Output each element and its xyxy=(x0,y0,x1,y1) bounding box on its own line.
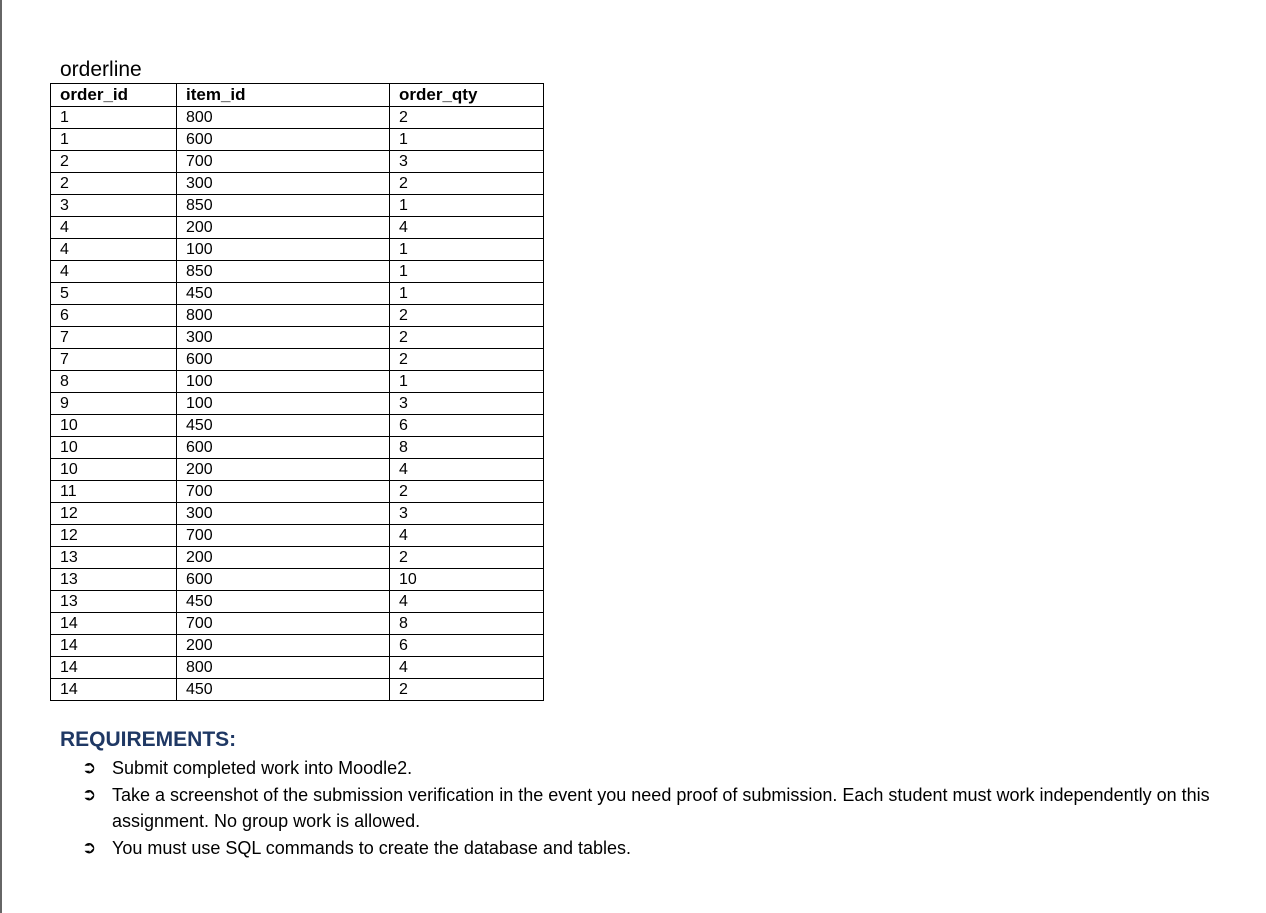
table-row xyxy=(51,129,544,151)
table-row xyxy=(51,569,544,591)
table-row xyxy=(51,305,544,327)
cell-order-qty: 4 xyxy=(390,591,544,613)
cell-item-id: 600 xyxy=(177,349,390,371)
cell-order-qty: 6 xyxy=(390,635,544,657)
requirement-text: Submit completed work into Moodle2. xyxy=(112,758,413,778)
cell-order-qty: 8 xyxy=(390,613,544,635)
requirement-item xyxy=(82,835,1210,861)
requirements-section xyxy=(60,728,1210,862)
cell-order-id: 14 xyxy=(51,613,177,635)
cell-order-id: 1 xyxy=(51,129,177,151)
cell-order-id: 8 xyxy=(51,371,177,393)
cell-item-id: 450 xyxy=(177,283,390,305)
cell-order-id: 5 xyxy=(51,283,177,305)
cell-order-qty: 2 xyxy=(390,349,544,371)
requirement-text: Take a screenshot of the submission verification in the event you need proof of submission. Each student must work independently on this assignment. No group work is allowed. xyxy=(112,785,1210,831)
requirement-text: You must use SQL commands to create the database and tables. xyxy=(112,838,631,858)
arrow-bullet-icon: ➲ xyxy=(82,838,97,857)
cell-order-id: 14 xyxy=(51,679,177,701)
table-row xyxy=(51,195,544,217)
cell-order-id: 9 xyxy=(51,393,177,415)
cell-order-qty: 4 xyxy=(390,525,544,547)
cell-order-id: 14 xyxy=(51,657,177,679)
cell-order-qty: 8 xyxy=(390,437,544,459)
cell-order-id: 10 xyxy=(51,415,177,437)
cell-order-id: 6 xyxy=(51,305,177,327)
cell-order-qty: 2 xyxy=(390,547,544,569)
cell-item-id: 300 xyxy=(177,327,390,349)
table-row xyxy=(51,525,544,547)
cell-order-id: 2 xyxy=(51,173,177,195)
cell-item-id: 800 xyxy=(177,657,390,679)
cell-order-qty: 6 xyxy=(390,415,544,437)
cell-item-id: 850 xyxy=(177,195,390,217)
table-row xyxy=(51,503,544,525)
table-row xyxy=(51,393,544,415)
cell-item-id: 700 xyxy=(177,525,390,547)
table-row xyxy=(51,261,544,283)
table-row xyxy=(51,679,544,701)
table-row xyxy=(51,239,544,261)
cell-order-id: 7 xyxy=(51,327,177,349)
cell-item-id: 200 xyxy=(177,547,390,569)
cell-order-qty: 1 xyxy=(390,195,544,217)
cell-order-qty: 1 xyxy=(390,283,544,305)
table-row xyxy=(51,151,544,173)
table-header-row xyxy=(51,84,544,107)
cell-order-id: 4 xyxy=(51,217,177,239)
table-body xyxy=(51,107,544,701)
arrow-bullet-icon: ➲ xyxy=(82,758,97,777)
cell-order-id: 11 xyxy=(51,481,177,503)
cell-order-id: 13 xyxy=(51,591,177,613)
cell-item-id: 300 xyxy=(177,173,390,195)
cell-item-id: 100 xyxy=(177,371,390,393)
cell-order-qty: 3 xyxy=(390,393,544,415)
cell-order-qty: 3 xyxy=(390,151,544,173)
requirements-list xyxy=(60,755,1210,861)
table-row xyxy=(51,547,544,569)
column-header-item-id: item_id xyxy=(177,84,390,107)
cell-order-id: 7 xyxy=(51,349,177,371)
page-edge-border xyxy=(0,0,2,913)
cell-order-qty: 1 xyxy=(390,239,544,261)
cell-order-id: 12 xyxy=(51,525,177,547)
cell-item-id: 450 xyxy=(177,679,390,701)
cell-item-id: 450 xyxy=(177,591,390,613)
table-row xyxy=(51,173,544,195)
cell-order-qty: 10 xyxy=(390,569,544,591)
cell-item-id: 600 xyxy=(177,437,390,459)
cell-item-id: 700 xyxy=(177,151,390,173)
cell-order-qty: 4 xyxy=(390,657,544,679)
cell-order-qty: 2 xyxy=(390,481,544,503)
cell-item-id: 200 xyxy=(177,635,390,657)
requirement-item xyxy=(82,755,1210,781)
cell-order-id: 10 xyxy=(51,459,177,481)
table-row xyxy=(51,415,544,437)
cell-order-id: 2 xyxy=(51,151,177,173)
column-header-order-id: order_id xyxy=(51,84,177,107)
table-row xyxy=(51,437,544,459)
table-row xyxy=(51,371,544,393)
cell-item-id: 300 xyxy=(177,503,390,525)
requirement-item xyxy=(82,782,1210,834)
orderline-table xyxy=(50,83,544,701)
cell-order-id: 4 xyxy=(51,239,177,261)
cell-order-qty: 2 xyxy=(390,107,544,129)
cell-item-id: 700 xyxy=(177,613,390,635)
requirements-heading: REQUIREMENTS: xyxy=(60,728,237,751)
table-row xyxy=(51,107,544,129)
cell-order-id: 14 xyxy=(51,635,177,657)
cell-order-id: 3 xyxy=(51,195,177,217)
cell-item-id: 700 xyxy=(177,481,390,503)
cell-order-id: 12 xyxy=(51,503,177,525)
cell-order-qty: 2 xyxy=(390,679,544,701)
cell-order-qty: 2 xyxy=(390,173,544,195)
cell-order-qty: 2 xyxy=(390,305,544,327)
table-row xyxy=(51,283,544,305)
cell-item-id: 100 xyxy=(177,393,390,415)
cell-item-id: 200 xyxy=(177,459,390,481)
table-row xyxy=(51,217,544,239)
table-row xyxy=(51,635,544,657)
cell-order-qty: 4 xyxy=(390,217,544,239)
cell-order-qty: 2 xyxy=(390,327,544,349)
table-row xyxy=(51,591,544,613)
column-header-order-qty: order_qty xyxy=(390,84,544,107)
cell-item-id: 800 xyxy=(177,107,390,129)
cell-order-qty: 1 xyxy=(390,129,544,151)
arrow-bullet-icon: ➲ xyxy=(82,785,97,804)
cell-order-qty: 1 xyxy=(390,371,544,393)
cell-item-id: 850 xyxy=(177,261,390,283)
table-row xyxy=(51,481,544,503)
cell-order-qty: 3 xyxy=(390,503,544,525)
table-row xyxy=(51,613,544,635)
cell-item-id: 600 xyxy=(177,129,390,151)
table-row xyxy=(51,349,544,371)
cell-order-qty: 1 xyxy=(390,261,544,283)
table-row xyxy=(51,459,544,481)
cell-item-id: 600 xyxy=(177,569,390,591)
cell-order-id: 13 xyxy=(51,547,177,569)
cell-item-id: 800 xyxy=(177,305,390,327)
cell-order-id: 1 xyxy=(51,107,177,129)
cell-order-id: 13 xyxy=(51,569,177,591)
cell-item-id: 100 xyxy=(177,239,390,261)
cell-order-id: 10 xyxy=(51,437,177,459)
table-row xyxy=(51,327,544,349)
table-row xyxy=(51,657,544,679)
table-title: orderline xyxy=(60,58,142,81)
cell-order-qty: 4 xyxy=(390,459,544,481)
cell-order-id: 4 xyxy=(51,261,177,283)
cell-item-id: 450 xyxy=(177,415,390,437)
cell-item-id: 200 xyxy=(177,217,390,239)
